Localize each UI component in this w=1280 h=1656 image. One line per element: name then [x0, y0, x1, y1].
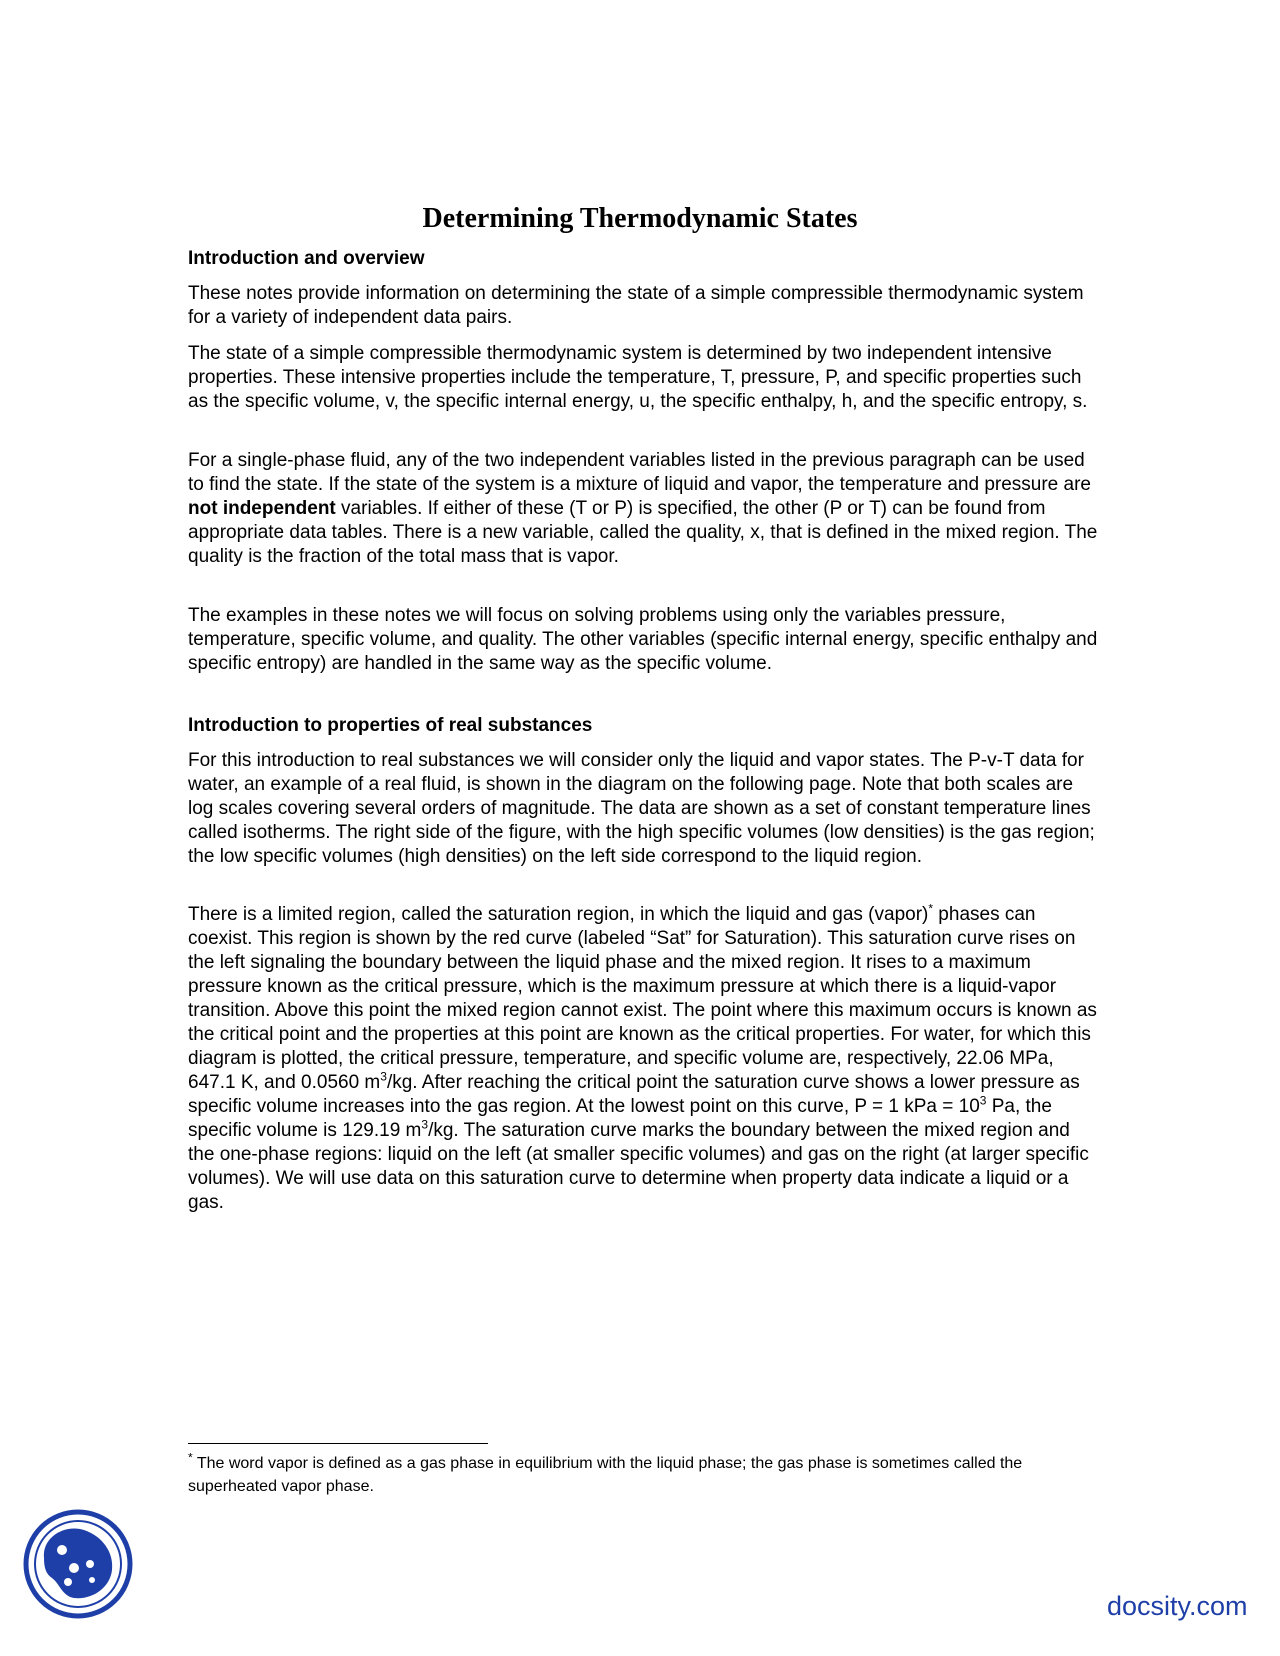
paragraph-6: [188, 903, 1098, 1215]
page-title: Determining Thermodynamic States: [422, 203, 858, 234]
text-run: /kg. The saturation curve marks the boundary between the mixed region and the one-phase regions: liquid on the left (at smaller specific volumes) and gas on the right (at larger specific volumes). We will use data on this saturation curve to determine when property data indicate a liquid or a gas.: [188, 1120, 1089, 1213]
footnote-text: The word vapor is defined as a gas phase in equilibrium with the liquid phase; the gas phase is sometimes called the superheated vapor phase.: [188, 1455, 1023, 1495]
footnote-marker: *: [928, 901, 934, 916]
section-heading: Introduction to properties of real substances: [188, 715, 593, 736]
paragraph-5: [188, 749, 1098, 869]
docsity-logo-icon[interactable]: [22, 1508, 134, 1620]
text-run: Pa, the specific volume is 129.19 m: [188, 1096, 1052, 1141]
footnote: [188, 1452, 1098, 1498]
paragraph-4: [188, 604, 1098, 676]
footnote-divider: [188, 1443, 488, 1444]
paragraph-text: The state of a simple compressible thermodynamic system is determined by two independent intensive properties. These intensive properties include the temperature, T, pressure, P, and specific properties such as the specific volume, v, the specific internal energy, u, the specific enthalpy, h, and the specific entropy, s.: [188, 343, 1088, 412]
superscript: 3: [380, 1069, 387, 1084]
paragraph-text: These notes provide information on determining the state of a simple compressible thermodynamic system for a variety of independent data pairs.: [188, 283, 1084, 328]
paragraph-text: [188, 449, 1098, 569]
text-run: For a single-phase fluid, any of the two independent variables listed in the previous paragraph can be used to find the state. If the state of the system is a mixture of liquid and vapor, the temperature and pressure are: [188, 450, 1091, 495]
paragraph-3: [188, 449, 1098, 569]
text-run: phases can coexist. This region is shown by the red curve (labeled “Sat” for Saturation). This saturation curve rises on the left signaling the boundary between the liquid phase and the mixed region. It rises to a maximum pressure known as the critical pressure, which is the maximum pressure at which there is a liquid-vapor transition. Above this point the mixed region cannot exist. The point where this maximum occurs is known as the critical point and the properties at this point are known as the critical properties. For water, for which this diagram is plotted, the critical pressure, temperature, and specific volume are, respectively, 22.06 MPa, 647.1 K, and 0.0560 m: [188, 904, 1097, 1093]
text-run: There is a limited region, called the saturation region, in which the liquid and gas (vapor): [188, 904, 929, 925]
section-real-substances: [188, 714, 1098, 738]
section-heading: Introduction and overview: [188, 248, 425, 269]
bold-text: not independent: [188, 498, 336, 519]
superscript: 3: [979, 1093, 987, 1108]
paragraph-text: For this introduction to real substances we will consider only the liquid and vapor states. The P-v-T data for water, an example of a real fluid, is shown in the diagram on the following page. Note that both scales are log scales covering several orders of magnitude. The data are shown as a set of constant temperature lines called isotherms. The right side of the figure, with the high specific volumes (low densities) is the gas region; the low specific volumes (high densities) on the left side correspond to the liquid region.: [188, 750, 1095, 867]
footnote-marker: *: [188, 1450, 193, 1465]
paragraph-1: [188, 282, 1098, 330]
paragraph-2: [188, 342, 1098, 414]
text-run: /kg. After reaching the critical point the saturation curve shows a lower pressure as specific volume increases into the gas region. At the lowest point on this curve, P = 1 kPa = 10: [188, 1072, 1080, 1117]
text-run: variables. If either of these (T or P) is specified, the other (P or T) can be found from appropriate data tables. There is a new variable, called the quality, x, that is defined in the mixed region. The quality is the fraction of the total mass that is vapor.: [188, 498, 1098, 567]
docsity-link[interactable]: docsity.com: [1107, 1591, 1248, 1621]
paragraph-text: [188, 903, 1098, 1215]
superscript: 3: [421, 1117, 429, 1132]
paragraph-text: The examples in these notes we will focus on solving problems using only the variables pressure, temperature, specific volume, and quality. The other variables (specific internal energy, specific enthalpy and specific entropy) are handled in the same way as the specific volume.: [188, 605, 1098, 674]
section-introduction: [188, 247, 1098, 271]
